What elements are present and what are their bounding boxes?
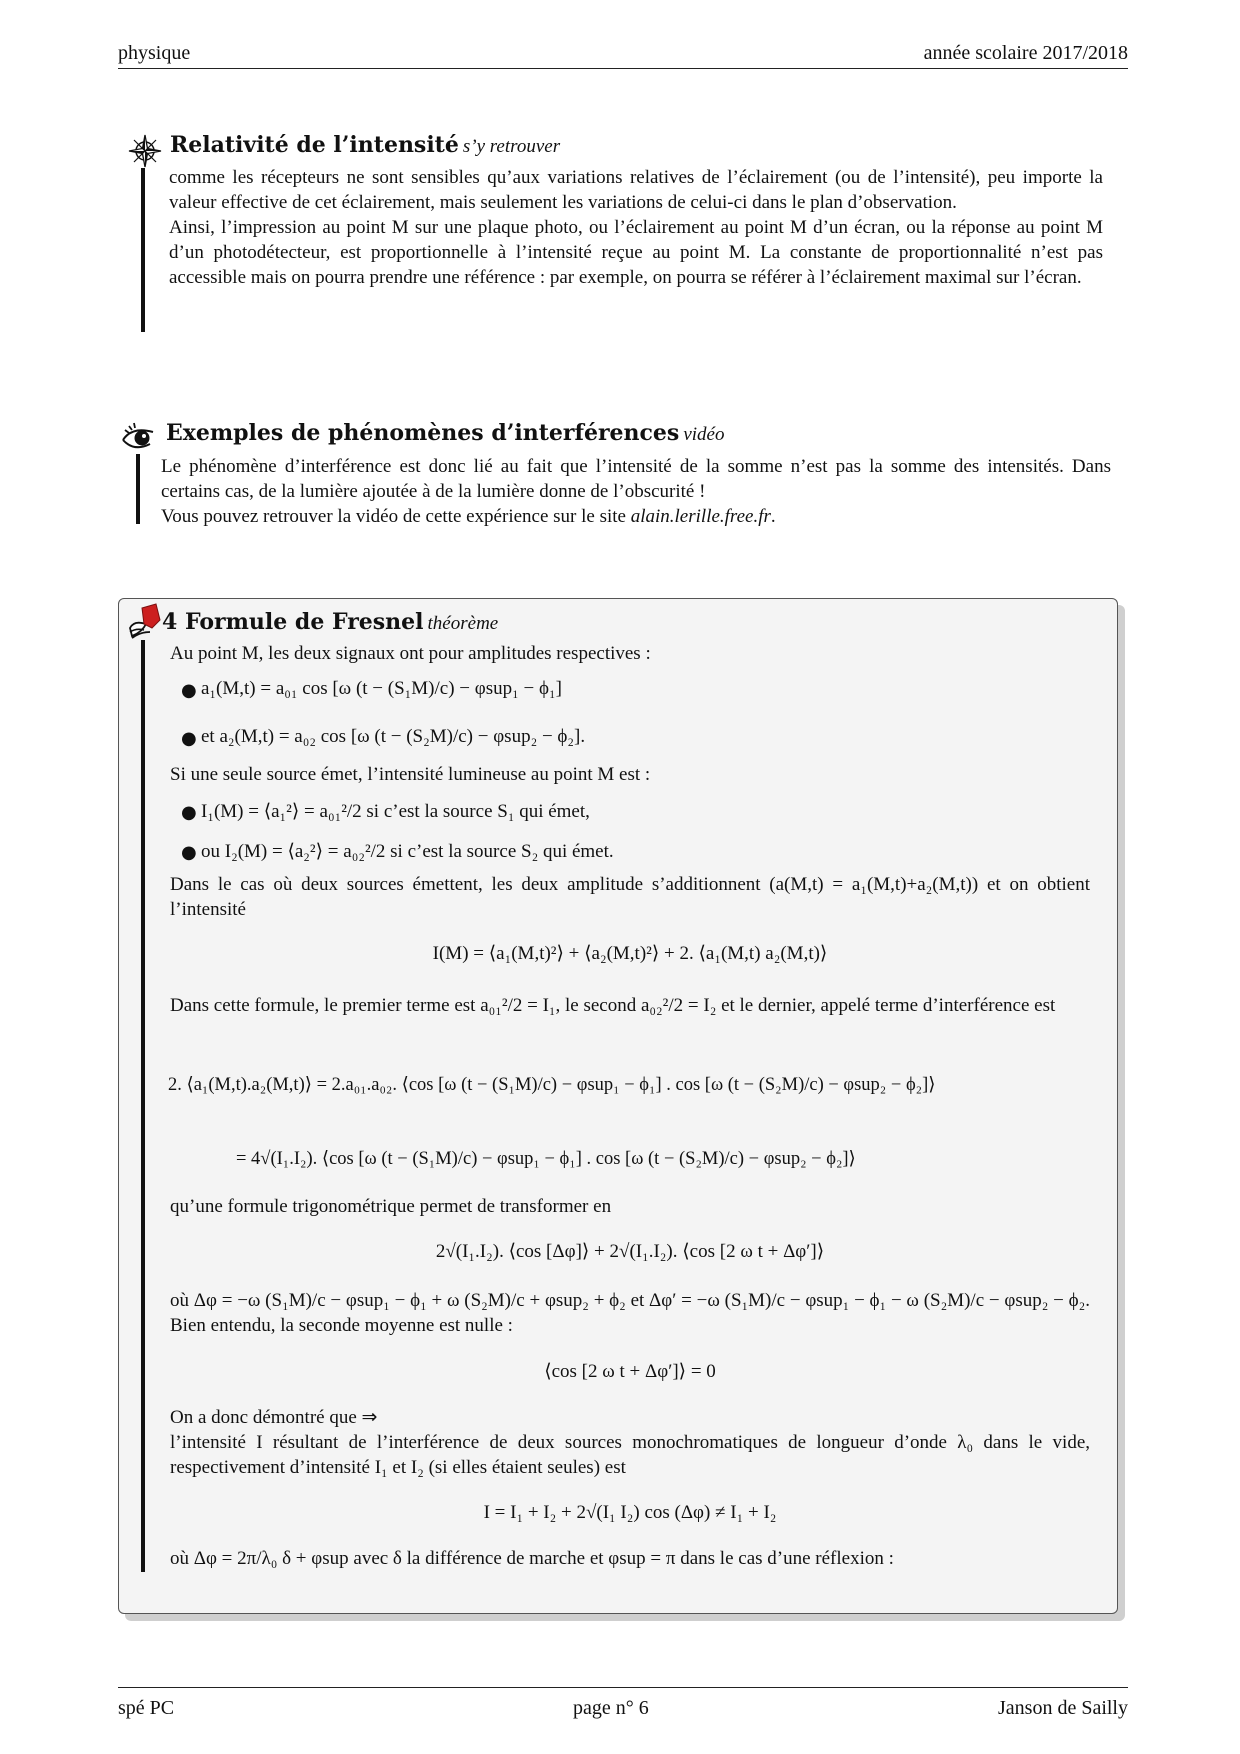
book-bookmark-icon [126,602,166,642]
formula-bullet: ou I₂(M) = ⟨a₂²⟩ = a₀₂²/2 si c’est la source S₂ qui émet. [201,841,614,862]
page-number: page n° 6 [573,1697,649,1719]
equation: I = I₁ + I₂ + 2√(I₁ I₂) cos (Δφ) ≠ I₁ + I₂ [483,1502,777,1523]
equation: = 4√(I₁.I₂). ⟨cos [ω (t − (S₁M)/c) − φsup₁ − ϕ₁] . cos [ω (t − (S₂M)/c) − φsup₂ − ϕ₂]⟩ [236,1149,856,1169]
site-link[interactable]: alain.lerille.free.fr [630,506,771,527]
paragraph: Le phénomène d’interférence est donc lié au fait que l’intensité de la somme n’est pas la somme des intensités. Dans certains cas, de la lumière ajoutée à de la lumière donne de l’obscurité ! [161,456,1111,502]
paragraph: où Δφ = −ω (S₁M)/c − φsup₁ − ϕ₁ + ω (S₂M)/c + φsup₂ + ϕ₂ et Δφ′ = −ω (S₁M)/c − φsup₁ − ϕ₁ − ω (S₂M)/c − φsup₂ − ϕ₂. Bien entendu, la seconde moyenne est nulle : [170,1290,1090,1336]
section-bar [141,168,145,332]
paragraph: Vous pouvez retrouver la vidéo de cette expérience sur le site alain.lerille.free.fr. [161,506,776,527]
formula-bullet: et a₂(M,t) = a₀₂ cos [ω (t − (S₂M)/c) − φsup₂ − ϕ₂]. [201,726,586,747]
footer-class: spé PC [118,1697,175,1719]
paragraph: On a donc démontré que ⇒ [170,1407,378,1428]
section-tag: s’y retrouver [462,136,561,157]
formula-bullet: I₁(M) = ⟨a₁²⟩ = a₀₁²/2 si c’est la source S₁ qui émet, [201,801,590,822]
equation: I(M) = ⟨a₁(M,t)²⟩ + ⟨a₂(M,t)²⟩ + 2. ⟨a₁(M,t) a₂(M,t)⟩ [432,943,828,964]
bullet: ● [181,802,197,823]
header-year: année scolaire 2017/2018 [923,42,1128,64]
equation: ⟨cos [2 ω t + Δφ′]⟩ = 0 [544,1361,716,1382]
page-footer [118,1687,1128,1728]
paragraph: Dans le cas où deux sources émettent, les deux amplitude s’additionnent (a(M,t) = a₁(M,t)+a₂(M,t)) et on obtient l’intensité [170,874,1090,920]
section-title: Relativité de l’intensité [170,132,459,158]
section-title: Exemples de phénomènes d’interférences [166,420,680,446]
header-subject: physique [118,42,191,64]
bullet: ● [181,728,197,749]
bullet: ● [181,680,197,701]
page-header [118,40,1128,69]
paragraph: Au point M, les deux signaux ont pour amplitudes respectives : [170,643,651,664]
paragraph: Dans cette formule, le premier terme est a₀₁²/2 = I₁, le second a₀₂²/2 = I₂ et le dernier, appelé terme d’interférence est [170,995,1056,1016]
bullet: ● [181,842,197,863]
section-bar [136,454,140,524]
paragraph: comme les récepteurs ne sont sensibles qu’aux variations relatives de l’éclairement (ou de l’intensité), peu importe la valeur effective de cet éclairement, mais seulement les variations de celui-ci dans le plan d’observation. [169,167,1103,213]
paragraph: où Δφ = 2π/λ₀ δ + φsup avec δ la différence de marche et φsup = π dans le cas d’une réflexion : [170,1548,894,1569]
paragraph: Si une seule source émet, l’intensité lumineuse au point M est : [170,764,651,785]
equation: 2. ⟨a₁(M,t).a₂(M,t)⟩ = 2.a₀₁.a₀₂. ⟨cos [ω (t − (S₁M)/c) − φsup₁ − ϕ₁] . cos [ω (t − (S₂M)/c) − φsup₂ − ϕ₂]⟩ [168,1075,936,1095]
paragraph: l’intensité I résultant de l’interférence de deux sources monochromatiques de longueur d’onde λ₀ dans le vide, respectivement d’intensité I₁ et I₂ (si elles étaient seules) est [170,1432,1090,1478]
compass-rose-icon [128,134,162,168]
section-bar [141,640,145,1572]
footer-school: Janson de Sailly [998,1697,1128,1719]
formula-bullet: a₁(M,t) = a₀₁ cos [ω (t − (S₁M)/c) − φsup₁ − ϕ₁] [201,678,562,699]
section-tag: vidéo [683,424,725,445]
paragraph: Ainsi, l’impression au point M sur une plaque photo, ou l’éclairement au point M d’un écran, ou la réponse au point M d’un photodétecteur, est proportionnelle à l’intensité reçue au point M. La constante de proportionnalité n’est pas accessible mais on pourra prendre une référence : par exemple, on pourra se référer à l’éclairement maximal sur l’écran. [169,217,1103,288]
eye-icon [120,418,156,454]
section-title: 4 Formule de Fresnel [162,609,424,635]
paragraph: qu’une formule trigonométrique permet de transformer en [170,1196,612,1217]
equation: 2√(I₁.I₂). ⟨cos [Δφ]⟩ + 2√(I₁.I₂). ⟨cos [2 ω t + Δφ′]⟩ [435,1241,825,1262]
section-tag: théorème [427,613,499,634]
